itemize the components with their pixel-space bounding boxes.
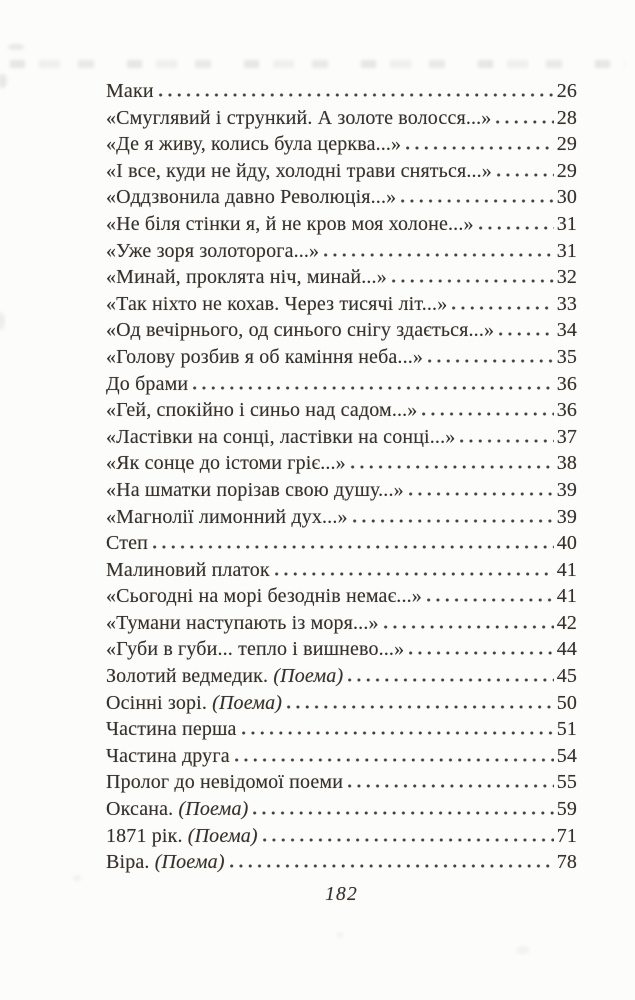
toc-entry-title bbox=[106, 477, 404, 504]
toc-entry-text: «Гей, спокійно і синьо над садом...» bbox=[106, 399, 418, 422]
toc-entry bbox=[106, 291, 577, 318]
toc-entry-title bbox=[106, 610, 379, 637]
dot-leader bbox=[496, 332, 554, 336]
toc-entry-text: «Магнолії лимонний дух...» bbox=[106, 505, 348, 528]
toc-entry-page: 51 bbox=[556, 718, 577, 741]
dot-leader bbox=[457, 439, 553, 443]
toc-entry-italic-label: (Поема) bbox=[273, 665, 344, 688]
toc-entry bbox=[106, 769, 577, 796]
toc-entry-page: 35 bbox=[556, 345, 577, 368]
toc-entry-page: 59 bbox=[556, 798, 577, 821]
toc-entry-text: 1871 рік. bbox=[106, 824, 188, 847]
toc-entry-title bbox=[106, 849, 225, 876]
toc-entry-text: Малиновий платок bbox=[106, 558, 270, 581]
dot-leader bbox=[419, 412, 553, 416]
toc-entry-title bbox=[106, 238, 319, 265]
dot-leader bbox=[406, 651, 553, 655]
dot-leader bbox=[150, 545, 554, 549]
dot-leader bbox=[389, 279, 554, 283]
dot-leader bbox=[476, 226, 554, 230]
toc-entry-page: 34 bbox=[556, 319, 577, 342]
toc-entry bbox=[106, 264, 577, 291]
toc-entry bbox=[106, 371, 577, 398]
dot-leader bbox=[350, 519, 554, 523]
toc-entry-title bbox=[106, 397, 417, 424]
toc-entry bbox=[106, 636, 577, 663]
toc-entry-title bbox=[106, 317, 494, 344]
dot-leader bbox=[406, 492, 554, 496]
dot-leader bbox=[284, 705, 554, 709]
toc-entry bbox=[106, 690, 577, 717]
toc-entry bbox=[106, 158, 577, 185]
toc-entry-title bbox=[106, 424, 455, 451]
toc-entry bbox=[106, 743, 577, 770]
dot-leader bbox=[345, 678, 553, 682]
toc-entry-title bbox=[106, 530, 148, 557]
toc-entry-page: 78 bbox=[556, 851, 577, 874]
toc-entry-italic-label: (Поема) bbox=[154, 851, 225, 874]
dot-leader bbox=[190, 386, 553, 390]
dot-leader bbox=[348, 465, 554, 469]
table-of-contents bbox=[106, 78, 577, 906]
dot-leader bbox=[227, 864, 554, 868]
toc-entry-text: Степ bbox=[106, 532, 148, 555]
toc-entry-text: «Тумани наступають із моря...» bbox=[106, 611, 379, 634]
toc-entry-title bbox=[106, 158, 492, 185]
toc-entry-title bbox=[106, 78, 154, 105]
toc-entry-title bbox=[106, 450, 346, 477]
toc-entry-title bbox=[106, 291, 447, 318]
toc-entry-page: 71 bbox=[556, 824, 577, 847]
toc-entry-page: 29 bbox=[556, 133, 577, 156]
toc-entry-title bbox=[106, 557, 270, 584]
toc-entry bbox=[106, 610, 577, 637]
scan-artifact bbox=[8, 44, 24, 50]
toc-entry-text: «Оддзвонила давно Революція...» bbox=[106, 186, 397, 209]
toc-entry-text: «Смуглявий і стрункий. А золоте волосся...» bbox=[106, 106, 492, 129]
toc-entry-page: 28 bbox=[556, 106, 577, 129]
toc-entry bbox=[106, 477, 577, 504]
toc-entry-text: «Де я живу, колись була церква...» bbox=[106, 133, 402, 156]
toc-entry-text: «Уже зоря золоторога...» bbox=[106, 239, 320, 262]
toc-entry-page: 42 bbox=[556, 611, 577, 634]
toc-entry bbox=[106, 131, 577, 158]
scan-artifact bbox=[0, 74, 7, 88]
toc-entry-page: 44 bbox=[556, 638, 577, 661]
toc-entry-title bbox=[106, 184, 396, 211]
toc-entry-page: 39 bbox=[556, 505, 577, 528]
toc-entry-text: «На шматки порізав свою душу...» bbox=[106, 478, 404, 501]
toc-entry-title bbox=[106, 690, 282, 717]
toc-entry bbox=[106, 211, 577, 238]
toc-entry-page: 36 bbox=[556, 399, 577, 422]
toc-entry-page: 31 bbox=[556, 239, 577, 262]
toc-entry-title bbox=[106, 344, 423, 371]
toc-entry-title bbox=[106, 636, 404, 663]
toc-entry bbox=[106, 796, 577, 823]
toc-entry bbox=[106, 317, 577, 344]
toc-entry bbox=[106, 344, 577, 371]
toc-entry-title bbox=[106, 583, 422, 610]
toc-entry-page: 54 bbox=[556, 744, 577, 767]
toc-entry-page: 32 bbox=[556, 266, 577, 289]
toc-entry-page: 50 bbox=[556, 691, 577, 714]
toc-entry-title bbox=[106, 716, 237, 743]
scan-artifact bbox=[516, 946, 530, 954]
dot-leader bbox=[403, 146, 553, 150]
show-through-artifact bbox=[10, 60, 625, 68]
dot-leader bbox=[156, 93, 554, 97]
toc-entry bbox=[106, 716, 577, 743]
toc-entry-title bbox=[106, 823, 258, 850]
page-number: 182 bbox=[325, 883, 358, 905]
toc-entry-title bbox=[106, 769, 343, 796]
toc-entry-title bbox=[106, 131, 401, 158]
dot-leader bbox=[232, 758, 554, 762]
toc-list bbox=[106, 78, 577, 876]
toc-entry-page: 31 bbox=[556, 212, 577, 235]
toc-entry-text: Маки bbox=[106, 80, 154, 102]
toc-entry-text: «Од вечірнього, од синього снігу здається...» bbox=[106, 319, 495, 342]
toc-entry bbox=[106, 238, 577, 265]
toc-entry-text: «Минай, проклята ніч, минай...» bbox=[106, 266, 387, 289]
dot-leader bbox=[425, 359, 554, 363]
dot-leader bbox=[398, 199, 553, 203]
toc-entry-text: «Сьогодні на морі безоднів немає...» bbox=[106, 585, 422, 608]
dot-leader bbox=[381, 625, 554, 629]
dot-leader bbox=[272, 572, 554, 576]
toc-entry-text: Оксана. bbox=[106, 798, 179, 821]
toc-entry-text: «І все, куди не йду, холодні трави сняться...» bbox=[106, 159, 492, 182]
toc-entry bbox=[106, 184, 577, 211]
toc-entry-italic-label: (Поема) bbox=[212, 691, 283, 714]
toc-entry-title bbox=[106, 796, 248, 823]
toc-entry-text: «Ластівки на сонці, ластівки на сонці...» bbox=[106, 425, 456, 448]
toc-entry-page: 45 bbox=[556, 665, 577, 688]
toc-entry-page: 36 bbox=[556, 372, 577, 395]
toc-entry bbox=[106, 530, 577, 557]
toc-entry bbox=[106, 557, 577, 584]
toc-entry-italic-label: (Поема) bbox=[187, 824, 258, 847]
toc-entry bbox=[106, 583, 577, 610]
scan-artifact bbox=[72, 875, 82, 881]
toc-entry-text: Золотий ведмедик. bbox=[106, 665, 274, 688]
toc-entry-text: Пролог до невідомої поеми bbox=[106, 771, 344, 794]
toc-entry-page: 38 bbox=[556, 452, 577, 475]
toc-entry-title bbox=[106, 504, 348, 531]
toc-entry-text: Частина перша bbox=[106, 718, 237, 741]
toc-entry-page: 40 bbox=[556, 532, 577, 555]
dot-leader bbox=[345, 784, 554, 788]
dot-leader bbox=[424, 598, 554, 602]
toc-entry-text: Частина друга bbox=[106, 744, 230, 767]
toc-entry-italic-label: (Поема) bbox=[178, 798, 249, 821]
toc-entry-text: «Не біля стінки я, й не кров моя холоне...» bbox=[106, 212, 474, 235]
toc-entry-page: 41 bbox=[556, 558, 577, 581]
toc-entry bbox=[106, 663, 577, 690]
dot-leader bbox=[260, 838, 554, 842]
toc-entry-page: 41 bbox=[556, 585, 577, 608]
toc-entry-title bbox=[106, 743, 230, 770]
toc-entry-text: До брами bbox=[106, 372, 189, 395]
dot-leader bbox=[493, 120, 553, 124]
toc-entry-page: 26 bbox=[556, 80, 577, 102]
dot-leader bbox=[321, 253, 553, 257]
toc-entry-title bbox=[106, 264, 387, 291]
toc-entry bbox=[106, 424, 577, 451]
toc-entry-text: «Губи в губи... тепло і вишнево...» bbox=[106, 638, 405, 661]
toc-entry-text: Осінні зорі. bbox=[106, 691, 213, 714]
dot-leader bbox=[250, 811, 553, 815]
toc-entry-page: 30 bbox=[556, 186, 577, 209]
scan-artifact bbox=[0, 312, 5, 330]
toc-entry-title bbox=[106, 211, 474, 238]
toc-entry-text: «Як сонце до істоми гріє...» bbox=[106, 452, 346, 475]
toc-entry bbox=[106, 504, 577, 531]
toc-entry bbox=[106, 823, 577, 850]
toc-entry-page: 29 bbox=[556, 159, 577, 182]
toc-entry-text: «Так ніхто не кохав. Через тисячі літ...» bbox=[106, 292, 448, 315]
toc-entry-page: 39 bbox=[556, 478, 577, 501]
toc-entry bbox=[106, 105, 577, 132]
toc-entry bbox=[106, 397, 577, 424]
toc-entry-page: 55 bbox=[556, 771, 577, 794]
toc-entry-title bbox=[106, 663, 343, 690]
toc-entry-page: 33 bbox=[556, 292, 577, 315]
toc-entry-title bbox=[106, 371, 188, 398]
dot-leader bbox=[239, 731, 554, 735]
toc-entry-text: «Голову розбив я об каміння неба...» bbox=[106, 345, 424, 368]
toc-entry-text: Віра. bbox=[106, 851, 155, 874]
toc-entry bbox=[106, 78, 577, 105]
scan-artifact bbox=[336, 932, 344, 938]
toc-entry-page: 37 bbox=[556, 425, 577, 448]
dot-leader bbox=[494, 173, 554, 177]
toc-entry bbox=[106, 450, 577, 477]
toc-entry bbox=[106, 849, 577, 876]
toc-entry-title bbox=[106, 105, 491, 132]
dot-leader bbox=[449, 306, 553, 310]
